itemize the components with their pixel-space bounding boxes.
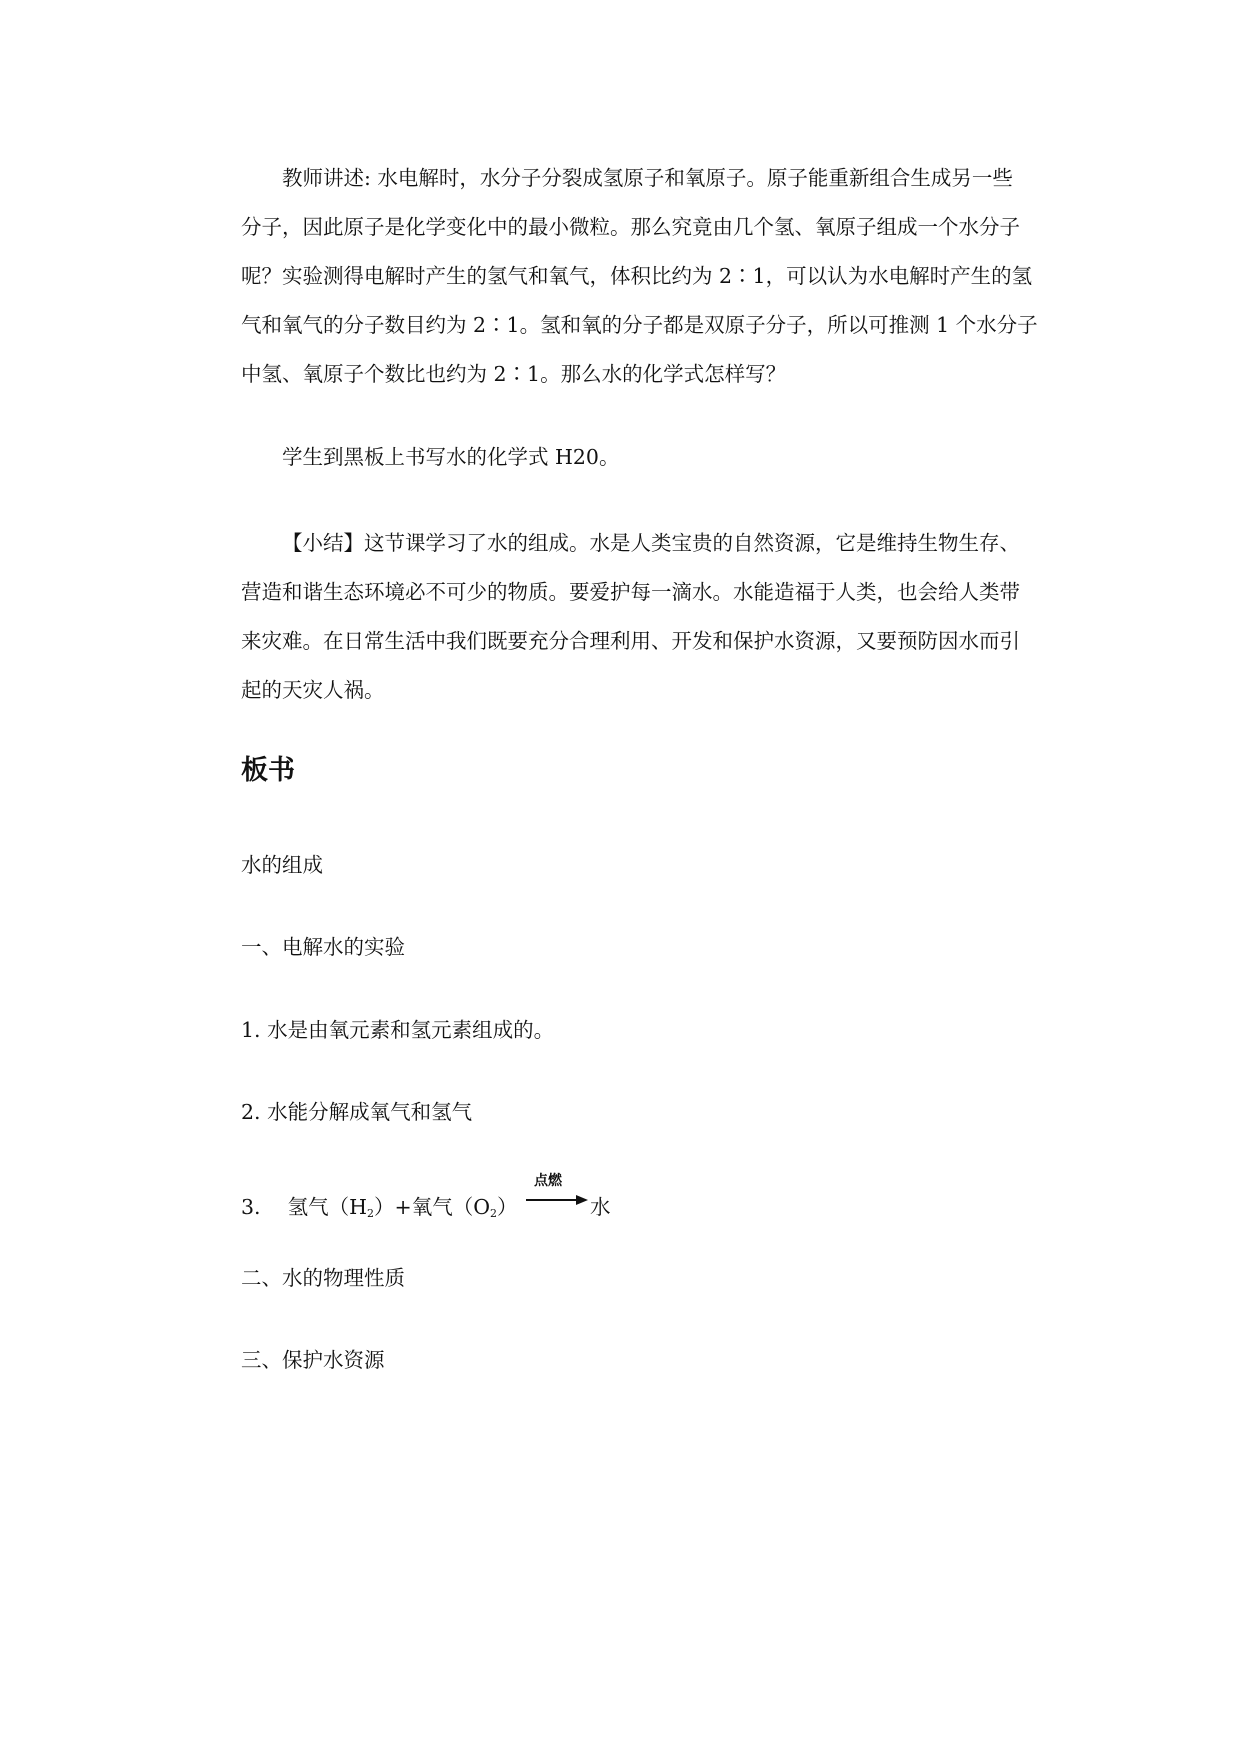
reactant-hydrogen: 氢气（H <box>287 1195 368 1219</box>
board-point-1: 1. 水是由氧元素和氢元素组成的。 <box>241 1018 555 1042</box>
reaction-condition: 点燃 <box>534 1173 563 1189</box>
board-section-3: 三、保护水资源 <box>241 1348 385 1372</box>
reaction-equation <box>241 1173 611 1224</box>
board-heading: 板书 <box>241 755 295 786</box>
bracket: ） <box>374 1195 395 1219</box>
bracket: ） <box>497 1195 518 1219</box>
subscript: 2 <box>490 1207 497 1220</box>
text-line: 分子，因此原子是化学变化中的最小微粒。那么究竟由几个氢、氧原子组成一个水分子 <box>241 215 1020 239</box>
text-line: 中氢、氧原子个数比也约为 2∶1。那么水的化学式怎样写？ <box>241 362 787 386</box>
arrow-icon <box>526 1194 588 1206</box>
board-title: 水的组成 <box>241 853 323 877</box>
paragraph-student-writing <box>241 433 1061 482</box>
text-line: 营造和谐生态环境必不可少的物质。要爱护每一滴水。水能造福于人类，也会给人类带 <box>241 580 1020 604</box>
paragraph-teacher-explanation <box>241 154 1061 399</box>
board-section-1: 一、电解水的实验 <box>241 935 405 959</box>
text-line: 呢？实验测得电解时产生的氢气和氧气，体积比约为 2∶1，可以认为水电解时产生的氢 <box>241 264 1033 288</box>
text-line: 学生到黑板上书写水的化学式 H20。 <box>282 445 620 469</box>
equation-number: 3. <box>241 1195 261 1219</box>
text-line: 来灾难。在日常生活中我们既要充分合理利用、开发和保护水资源，又要预防因水而引 <box>241 629 1020 653</box>
text-line: 起的天灾人祸。 <box>241 678 385 702</box>
product-water: 水 <box>590 1195 611 1219</box>
paragraph-summary <box>241 519 1061 715</box>
text-line: 气和氧气的分子数目约为 2∶1。氢和氧的分子都是双原子分子，所以可推测 1 个水分子 <box>241 313 1038 337</box>
subscript: 2 <box>367 1207 375 1220</box>
board-point-2: 2. 水能分解成氧气和氢气 <box>241 1100 473 1124</box>
board-section-2: 二、水的物理性质 <box>241 1266 405 1290</box>
reactant-oxygen: +氧气（O <box>394 1195 490 1219</box>
text-line: 【小结】这节课学习了水的组成。水是人类宝贵的自然资源，它是维持生物生存、 <box>282 531 1020 555</box>
reaction-arrow <box>526 1173 588 1214</box>
text-line: 教师讲述: 水电解时，水分子分裂成氢原子和氧原子。原子能重新组合生成另一些 <box>282 166 1013 190</box>
